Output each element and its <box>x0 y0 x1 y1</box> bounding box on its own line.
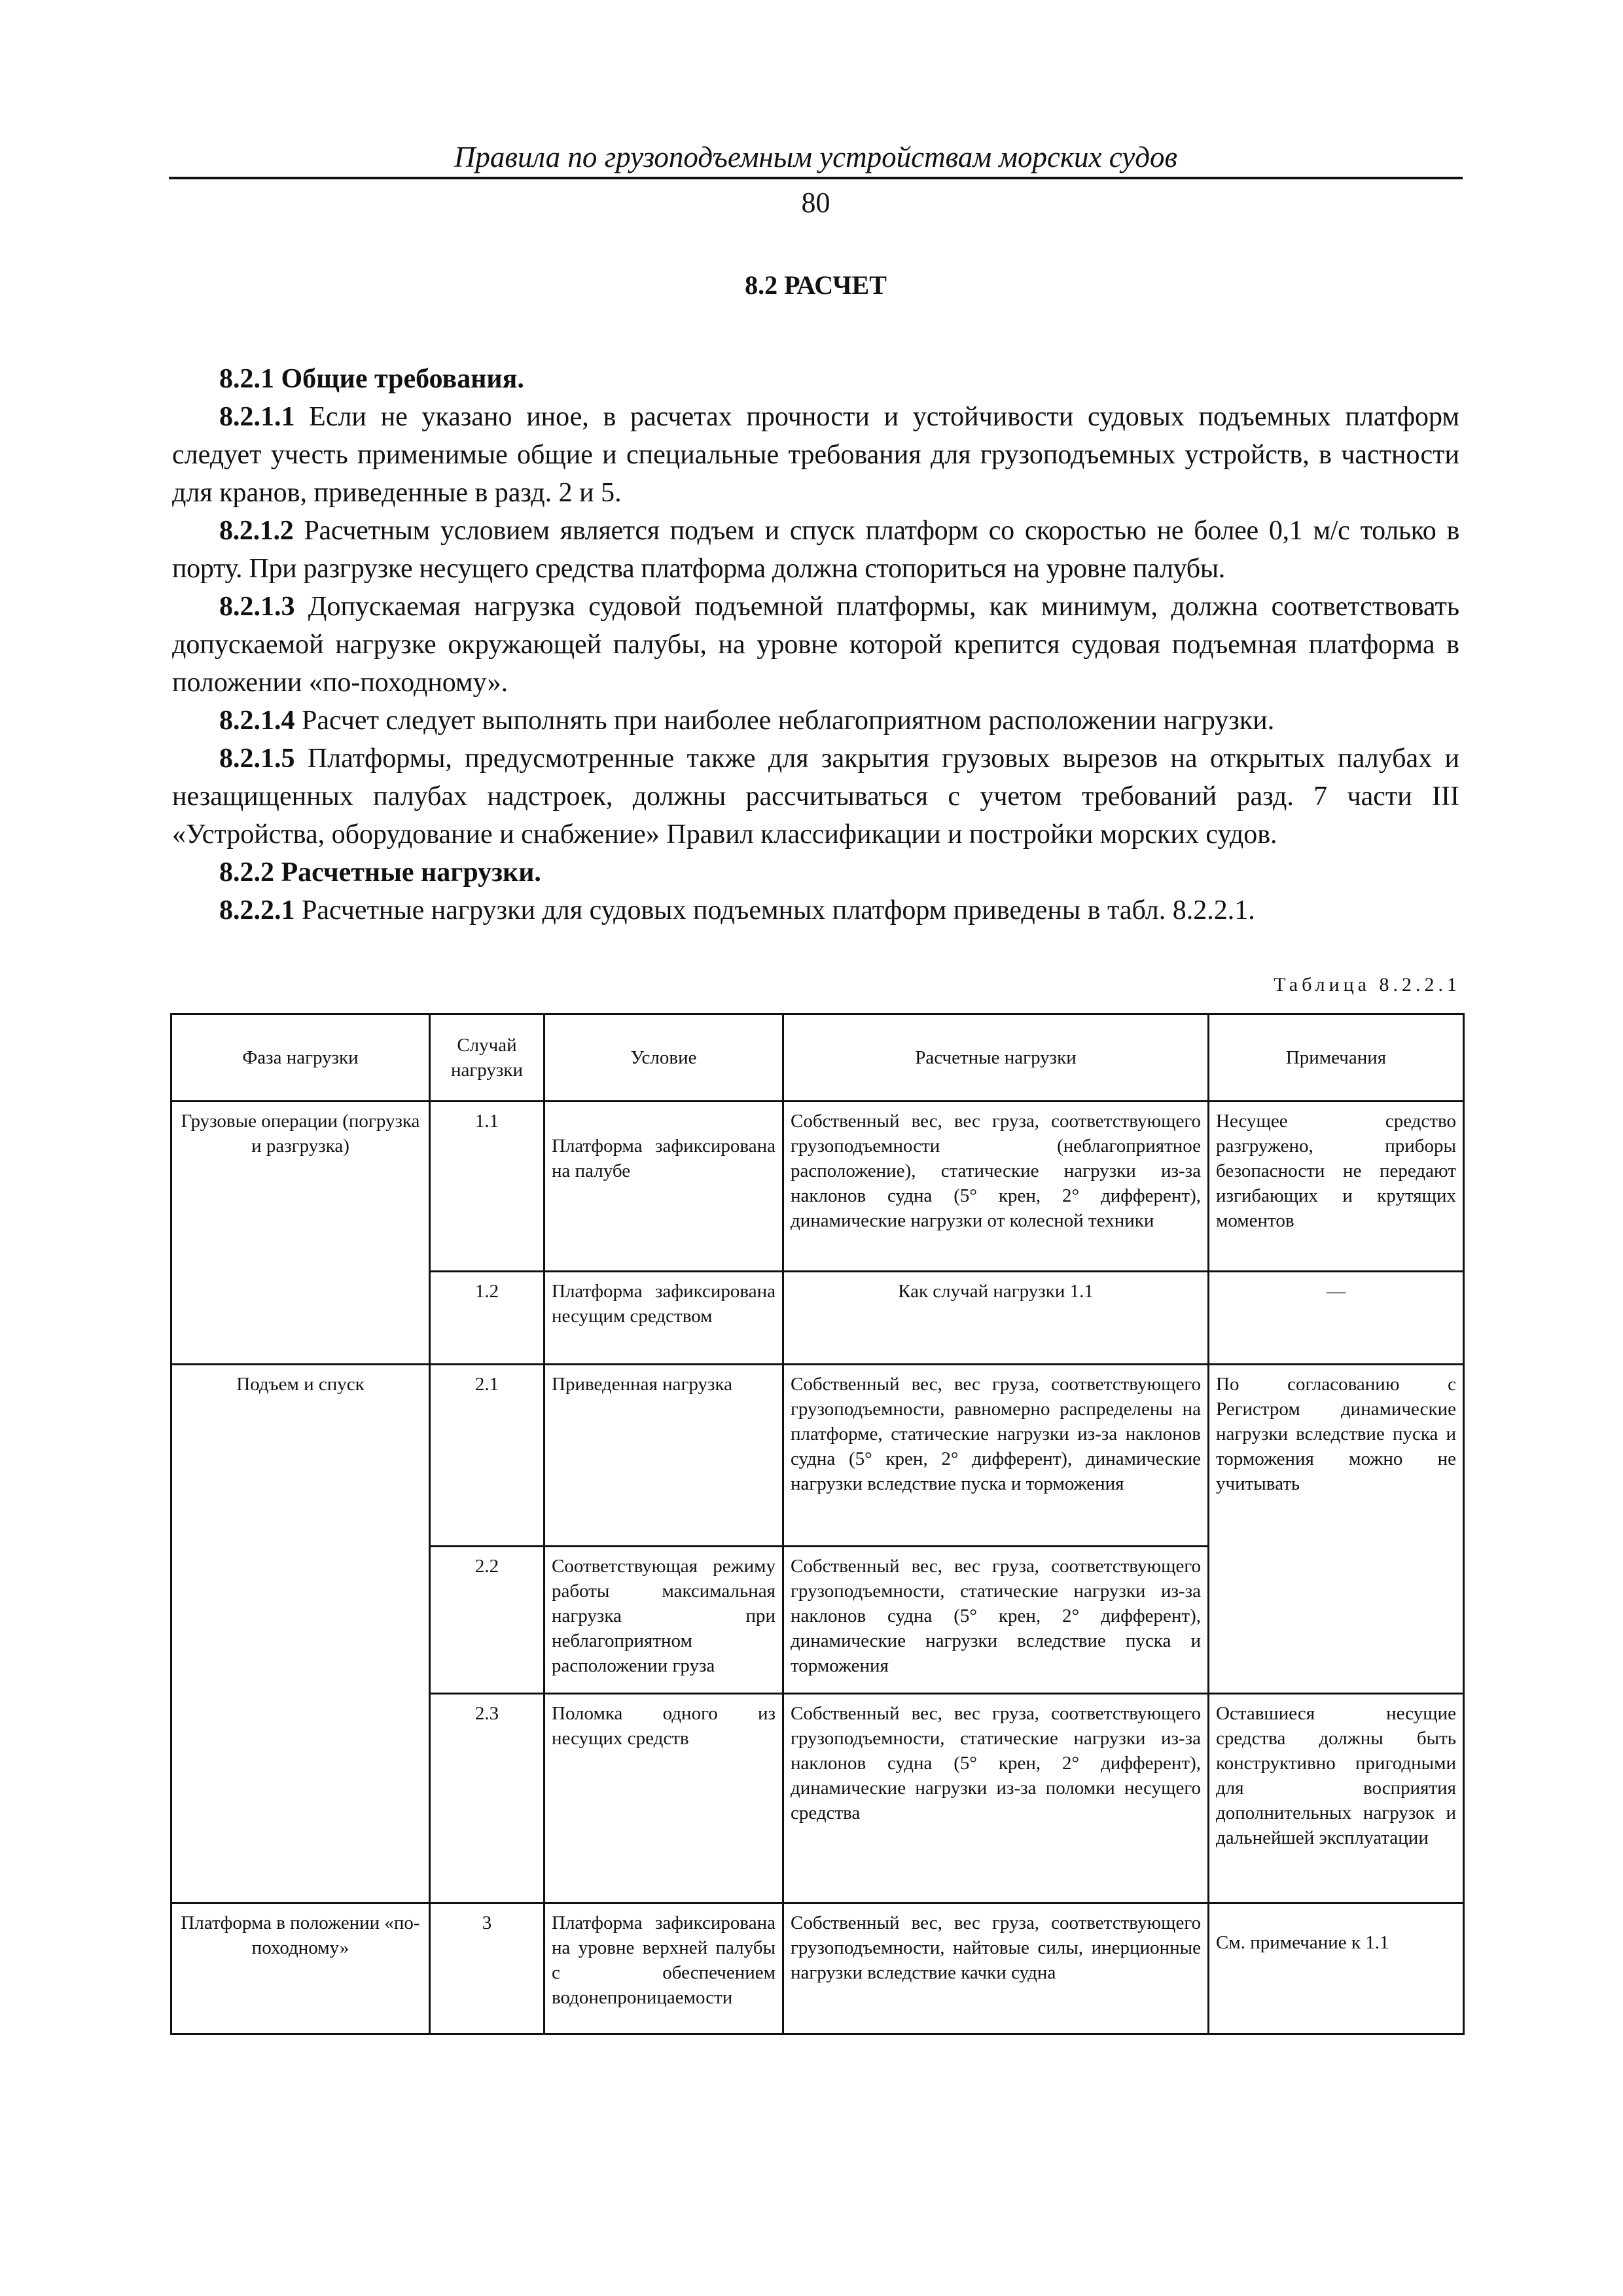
table-row <box>171 1102 1464 1272</box>
cell-notes: По согласованию с Регистром динамические нагрузки вследствие пуска и торможения можно не учитывать <box>1209 1365 1464 1694</box>
section-title: 8.2 РАСЧЕТ <box>745 270 887 300</box>
header-cell-phase: Фаза нагрузки <box>171 1014 430 1102</box>
paragraph-8-2-1-5: 8.2.1.5 Платформы, предусмотренные также для закрытия грузовых вырезов на открытых палубах и незащищенных палубах надстроек, должны рассчитываться с учетом требований разд. 7 части III «Устройства, оборудование и снабжение» Правил классификации и постройки морских судов. <box>172 744 1459 850</box>
cell-phase: Платформа в положении «по-походному» <box>171 1903 430 2034</box>
cell-condition: Соответствующая режиму работы максимальная нагрузка при неблагоприятном расположении груза <box>544 1547 783 1694</box>
table-row <box>171 1365 1464 1547</box>
cell-condition: Платформа зафиксирована на палубе <box>544 1102 783 1272</box>
running-title: Правила по грузоподъемным устройствам морских судов <box>454 141 1178 173</box>
cell-loads: Как случай нагрузки 1.1 <box>783 1272 1209 1365</box>
header-cell-case: Случай нагрузки <box>430 1014 544 1102</box>
header-cell-condition: Условие <box>544 1014 783 1102</box>
page-number: 80 <box>801 187 830 219</box>
cell-condition: Платформа зафиксирована несущим средством <box>544 1272 783 1365</box>
header-rule <box>169 177 1463 179</box>
cell-case: 3 <box>430 1903 544 2034</box>
cell-loads: Собственный вес, вес груза, соответствующего грузоподъемности, статические нагрузки из-за наклонов судна (5° крен, 2° дифферент), динамические нагрузки вследствие пуска и торможения <box>783 1547 1209 1694</box>
table-header-row <box>171 1014 1464 1102</box>
cell-case: 2.2 <box>430 1547 544 1694</box>
cell-loads: Собственный вес, вес груза, соответствующего грузоподъемности, найтовые силы, инерционные нагрузки вследствие качки судна <box>783 1903 1209 2034</box>
design-loads-table <box>170 1013 1465 2035</box>
header-cell-notes: Примечания <box>1209 1014 1464 1102</box>
cell-notes: См. примечание к 1.1 <box>1209 1903 1464 2034</box>
paragraph-8-2-1-4: 8.2.1.4 Расчет следует выполнять при наиболее неблагоприятном расположении нагрузки. <box>219 706 1275 736</box>
paragraph-8-2-2-1: 8.2.2.1 Расчетные нагрузки для судовых подъемных платформ приведены в табл. 8.2.2.1. <box>219 895 1255 925</box>
cell-condition: Платформа зафиксирована на уровне верхней палубы с обеспечением водонепроницаемости <box>544 1903 783 2034</box>
cell-notes: — <box>1209 1272 1464 1365</box>
cell-notes: Несущее средство разгружено, приборы безопасности не передают изгибающих и крутящих моментов <box>1209 1102 1464 1272</box>
subsection-heading-8-2-2: 8.2.2 Расчетные нагрузки. <box>219 857 541 888</box>
cell-loads: Собственный вес, вес груза, соответствующего грузоподъемности (неблагоприятное расположение), статические нагрузки из-за наклонов судна (5° крен, 2° дифферент), динамические нагрузки от колесной техники <box>783 1102 1209 1272</box>
cell-loads: Собственный вес, вес груза, соответствующего грузоподъемности, равномерно распределены на платформе, статические нагрузки из-за наклонов судна (5° крен, 2° дифферент), динамические нагрузки вследствие пуска и торможения <box>783 1365 1209 1547</box>
header-cell-loads: Расчетные нагрузки <box>783 1014 1209 1102</box>
subsection-heading-8-2-1: 8.2.1 Общие требования. <box>219 364 524 394</box>
paragraph-8-2-1-1: 8.2.1.1 Если не указано иное, в расчетах прочности и устойчивости судовых подъемных платформ следует учесть применимые общие и специальные требования для грузоподъемных устройств, в частности для кранов, приведенные в разд. 2 и 5. <box>172 402 1459 508</box>
body-text <box>172 360 1459 929</box>
cell-case: 1.2 <box>430 1272 544 1365</box>
table-row <box>171 1903 1464 2034</box>
cell-case: 2.3 <box>430 1694 544 1903</box>
cell-case: 1.1 <box>430 1102 544 1272</box>
cell-loads: Собственный вес, вес груза, соответствующего грузоподъемности, статические нагрузки из-за наклонов судна (5° крен, 2° дифферент), динамические нагрузки из-за поломки несущего средства <box>783 1694 1209 1903</box>
cell-phase: Подъем и спуск <box>171 1365 430 1903</box>
cell-condition: Поломка одного из несущих средств <box>544 1694 783 1903</box>
paragraph-8-2-1-3: 8.2.1.3 Допускаемая нагрузка судовой подъемной платформы, как минимум, должна соответствовать допускаемой нагрузке окружающей палубы, на уровне которой крепится судовая подъемная платформа в положении «по-походному». <box>172 592 1459 698</box>
cell-phase: Грузовые операции (погрузка и разгрузка) <box>171 1102 430 1365</box>
paragraph-8-2-1-2: 8.2.1.2 Расчетным условием является подъем и спуск платформ со скоростью не более 0,1 м/с только в порту. При разгрузке несущего средства платформа должна стопориться на уровне палубы. <box>172 516 1459 584</box>
table-caption: Таблица 8.2.2.1 <box>1274 974 1461 996</box>
cell-notes: Оставшиеся несущие средства должны быть конструктивно пригодными для восприятия дополнительных нагрузок и дальнейшей эксплуатации <box>1209 1694 1464 1903</box>
cell-condition: Приведенная нагрузка <box>544 1365 783 1547</box>
cell-case: 2.1 <box>430 1365 544 1547</box>
